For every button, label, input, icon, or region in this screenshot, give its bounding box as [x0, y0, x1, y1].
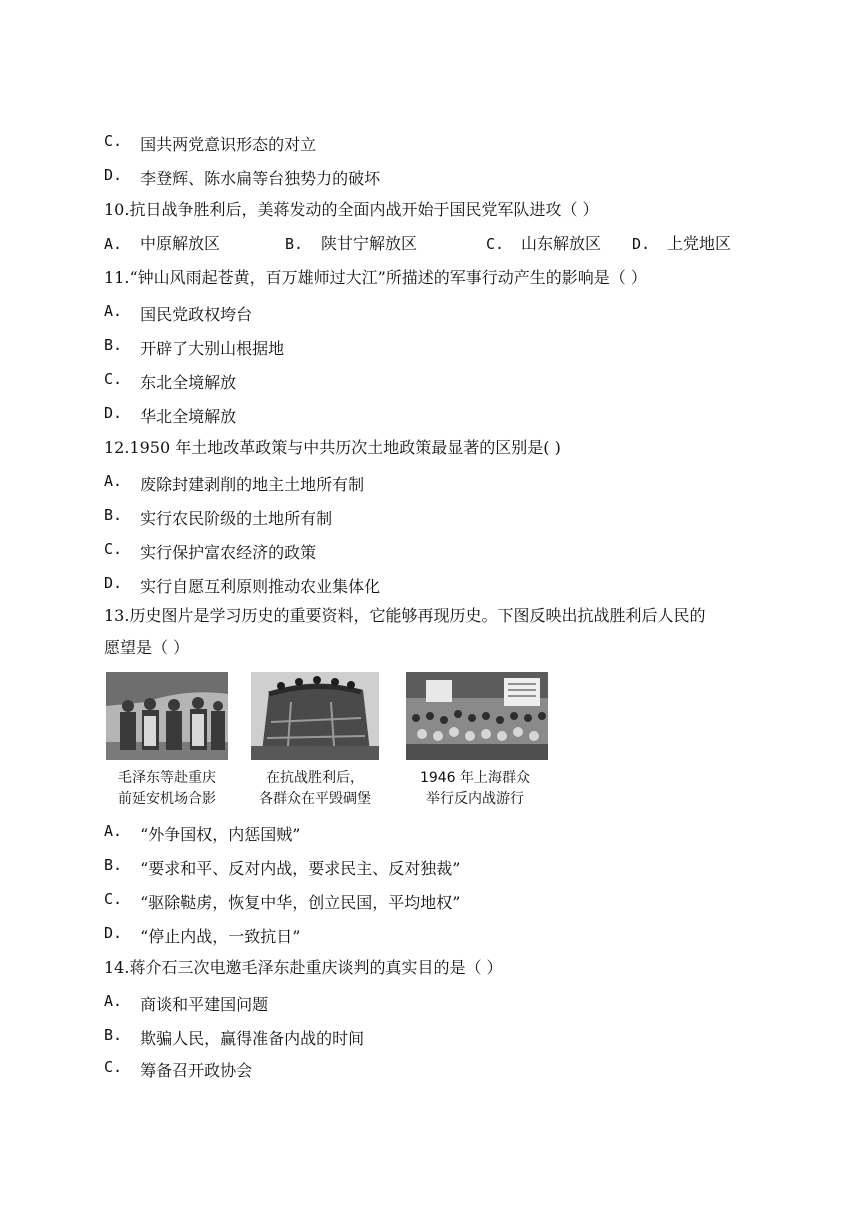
option-11d [104, 404, 236, 427]
option-11c [104, 370, 236, 393]
option-12b [104, 506, 332, 529]
option-text: 李登辉、陈水扁等台独势力的破坏 [140, 169, 381, 188]
option-13d [104, 924, 300, 947]
option-text: 国民党政权垮台 [140, 305, 253, 324]
option-14b [104, 1026, 364, 1049]
option-text: 开辟了大别山根据地 [140, 339, 285, 358]
option-14c [104, 1058, 252, 1081]
question-14-stem: 14.蒋介石三次电邀毛泽东赴重庆谈判的真实目的是（ ） [104, 958, 503, 977]
option-text: 实行保护富农经济的政策 [140, 543, 317, 562]
option-12d [104, 574, 380, 597]
option-text: 实行农民阶级的土地所有制 [140, 509, 333, 528]
photo-yanan-airport [106, 672, 228, 760]
option-letter: C. [104, 890, 123, 908]
photo-blockhouse [251, 672, 379, 760]
question-13-stem-cont: 愿望是（ ） [104, 638, 190, 657]
option-text: 陕甘宁解放区 [321, 234, 418, 253]
photo-shanghai-protest [406, 672, 548, 760]
option-letter: C. [104, 370, 123, 388]
option-text: 废除封建剥削的地主土地所有制 [140, 475, 365, 494]
option-13b [104, 856, 460, 879]
option-text: “停止内战，一致抗日” [140, 927, 301, 946]
option-text: 东北全境解放 [140, 373, 237, 392]
option-text: 筹备召开政协会 [140, 1061, 253, 1080]
question-10-stem: 10.抗日战争胜利后，美蒋发动的全面内战开始于国民党军队进攻（ ） [104, 200, 599, 219]
option-letter: C. [486, 235, 505, 253]
option-9c [104, 132, 316, 155]
option-letter: B. [285, 235, 304, 253]
option-letter: B. [104, 506, 123, 524]
option-text: 欺骗人民，赢得准备内战的时间 [140, 1029, 365, 1048]
option-text: 商谈和平建国问题 [140, 995, 269, 1014]
option-text: 实行自愿互利原则推动农业集体化 [140, 577, 381, 596]
option-text: 中原解放区 [140, 234, 221, 253]
option-letter: A. [104, 992, 123, 1010]
option-12a [104, 472, 364, 495]
photo-caption: 1946 年上海群众 举行反内战游行 [419, 770, 531, 807]
option-14a [104, 992, 268, 1015]
photo-caption: 毛泽东等赴重庆 前延安机场合影 [118, 770, 216, 807]
option-letter: A. [104, 302, 123, 320]
option-letter: D. [104, 166, 123, 184]
option-letter: B. [104, 1026, 123, 1044]
option-text: 华北全境解放 [140, 407, 237, 426]
option-text: “外争国权，内惩国贼” [140, 825, 301, 844]
question-11-stem: 11.“钟山风雨起苍黄，百万雄师过大江”所描述的军事行动产生的影响是（ ） [104, 268, 647, 287]
question-13-stem: 13.历史图片是学习历史的重要资料，它能够再现历史。下图反映出抗战胜利后人民的 [104, 606, 706, 625]
option-letter: C. [104, 132, 123, 150]
option-11b [104, 336, 284, 359]
option-11a [104, 302, 252, 325]
option-12c [104, 540, 316, 563]
option-letter: C. [104, 1058, 123, 1076]
option-text: “要求和平、反对内战，要求民主、反对独裁” [140, 859, 461, 878]
option-letter: D. [104, 404, 123, 422]
option-13a [104, 822, 300, 845]
option-9d [104, 166, 380, 189]
option-letter: C. [104, 540, 123, 558]
option-text: 国共两党意识形态的对立 [140, 135, 317, 154]
option-letter: B. [104, 336, 123, 354]
option-letter: D. [632, 235, 651, 253]
option-letter: A. [104, 472, 123, 490]
option-text: 上党地区 [667, 234, 732, 253]
option-letter: D. [104, 574, 123, 592]
option-letter: A. [104, 822, 123, 840]
question-12-stem: 12.1950 年土地改革政策与中共历次土地政策最显著的区别是( ) [104, 438, 561, 457]
option-letter: B. [104, 856, 123, 874]
option-text: “驱除鞑虏，恢复中华，创立民国，平均地权” [140, 893, 461, 912]
option-13c [104, 890, 460, 913]
option-letter: D. [104, 924, 123, 942]
photo-caption: 在抗战胜利后， 各群众在平毁碉堡 [259, 770, 371, 807]
option-letter: A. [104, 235, 123, 253]
option-text: 山东解放区 [521, 234, 602, 253]
